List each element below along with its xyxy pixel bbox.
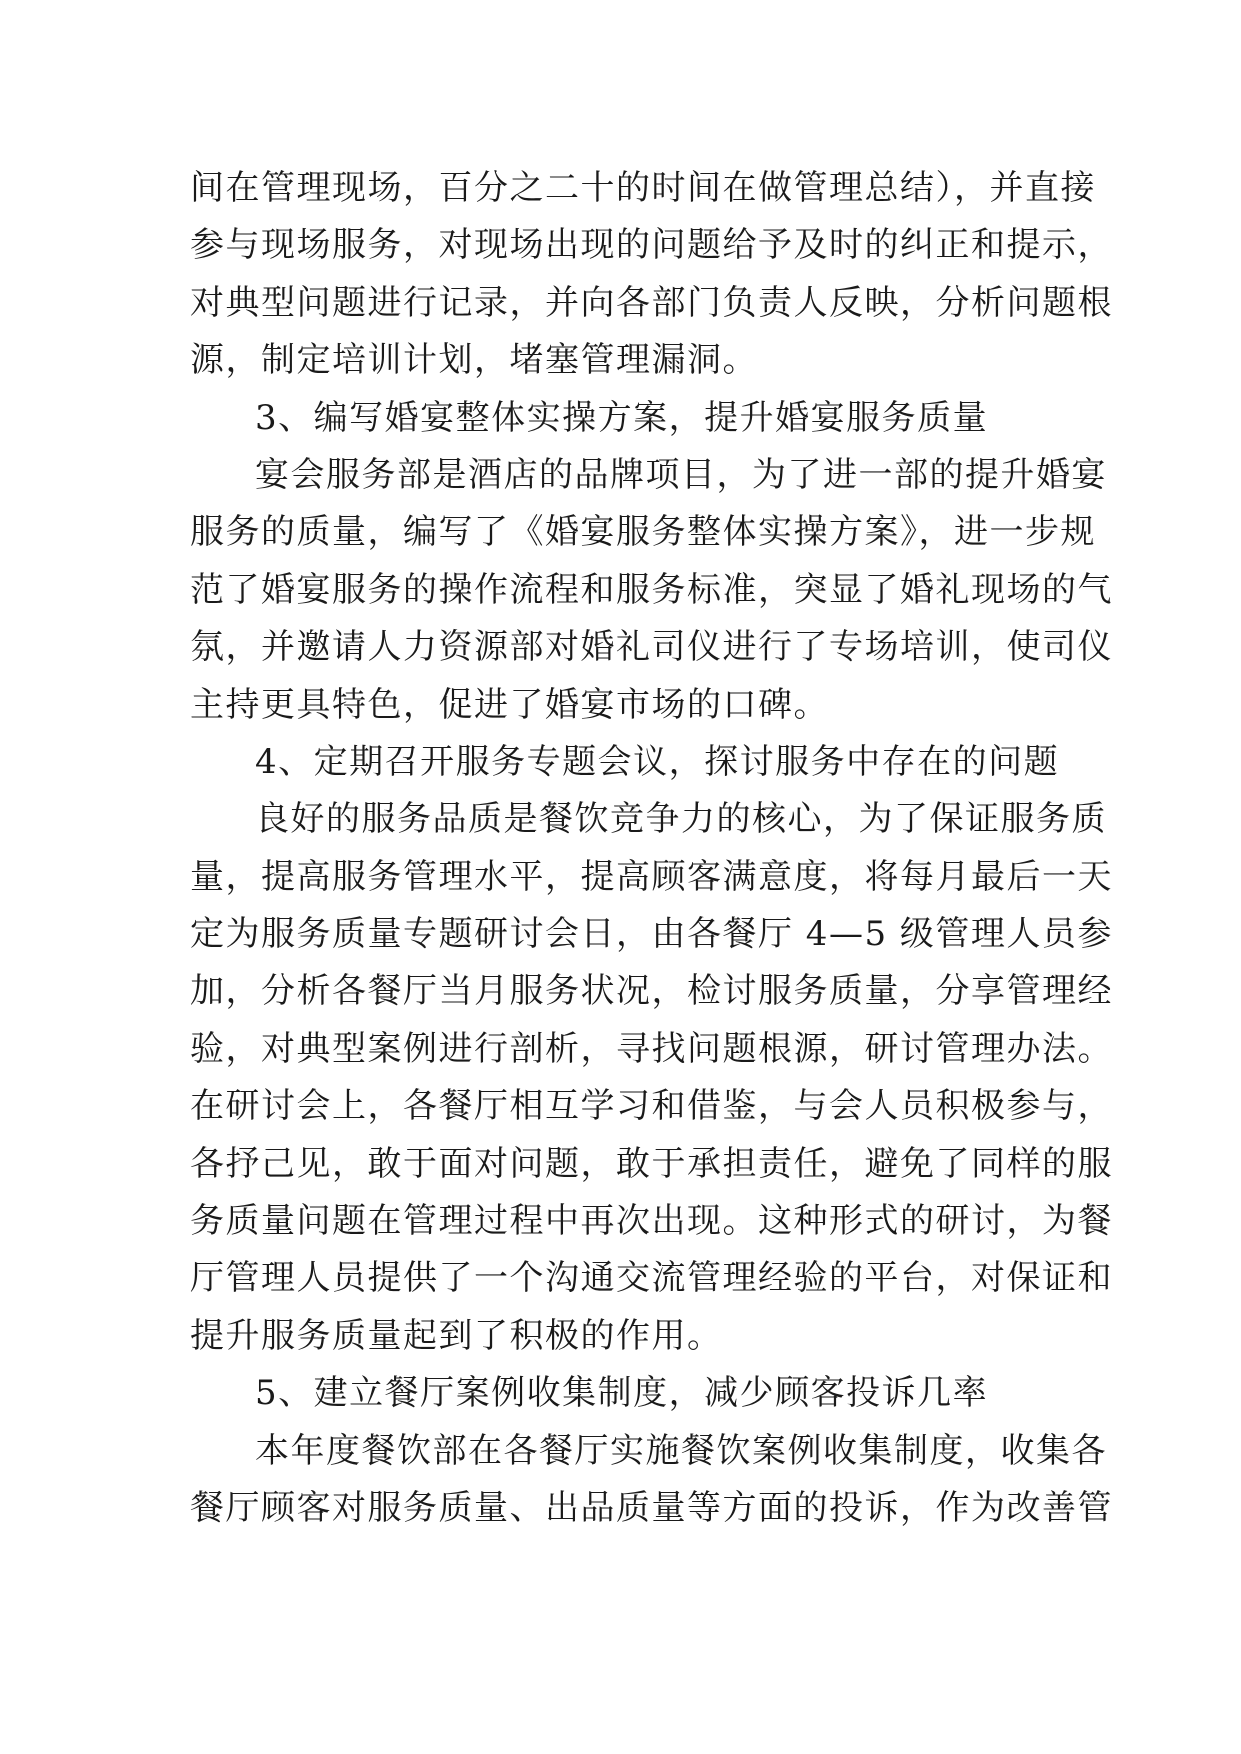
text-line: 良好的服务品质是餐饮竞争力的核心，为了保证服务质 [255, 799, 1107, 840]
text-line: 量，提高服务管理水平，提高顾客满意度，将每月最后一天 [190, 856, 1113, 897]
text-line: 参与现场服务，对现场出现的问题给予及时的纠正和提示， [190, 225, 1113, 266]
text-line: 范了婚宴服务的操作流程和服务标准，突显了婚礼现场的气 [190, 569, 1113, 610]
text-line: 间在管理现场，百分之二十的时间在做管理总结），并直接 [190, 168, 1096, 208]
section-heading: 5、建立餐厅案例收集制度，减少顾客投诉几率 [255, 1373, 989, 1414]
text-line: 务质量问题在管理过程中再次出现。这种形式的研讨，为餐 [190, 1201, 1113, 1242]
section-heading: 4、定期召开服务专题会议，探讨服务中存在的问题 [255, 741, 1060, 782]
text-line: 提升服务质量起到了积极的作用。 [190, 1315, 723, 1356]
text-line: 服务的质量，编写了《婚宴服务整体实操方案》，进一步规 [190, 512, 1096, 553]
text-line: 源，制定培训计划，堵塞管理漏洞。 [190, 340, 758, 381]
text-line: 加，分析各餐厅当月服务状况，检讨服务质量，分享管理经 [190, 971, 1113, 1012]
section-heading: 3、编写婚宴整体实操方案，提升婚宴服务质量 [255, 397, 989, 438]
text-line: 本年度餐饮部在各餐厅实施餐饮案例收集制度，收集各 [255, 1430, 1107, 1471]
text-line: 氛，并邀请人力资源部对婚礼司仪进行了专场培训，使司仪 [190, 627, 1113, 668]
document-body [190, 160, 1113, 1537]
text-line: 厅管理人员提供了一个沟通交流管理经验的平台，对保证和 [190, 1258, 1113, 1299]
text-line: 各抒己见，敢于面对问题，敢于承担责任，避免了同样的服 [190, 1143, 1113, 1184]
text-line: 宴会服务部是酒店的品牌项目，为了进一部的提升婚宴 [255, 454, 1107, 495]
text-line: 餐厅顾客对服务质量、出品质量等方面的投诉，作为改善管 [190, 1487, 1113, 1528]
text-line: 在研讨会上，各餐厅相互学习和借鉴，与会人员积极参与， [190, 1086, 1113, 1127]
text-line: 主持更具特色，促进了婚宴市场的口碑。 [190, 684, 829, 725]
text-line: 对典型问题进行记录，并向各部门负责人反映，分析问题根 [190, 282, 1113, 323]
text-line: 验，对典型案例进行剖析，寻找问题根源，研讨管理办法。 [190, 1028, 1113, 1069]
text-line: 定为服务质量专题研讨会日，由各餐厅 4—5 级管理人员参 [190, 914, 1113, 955]
